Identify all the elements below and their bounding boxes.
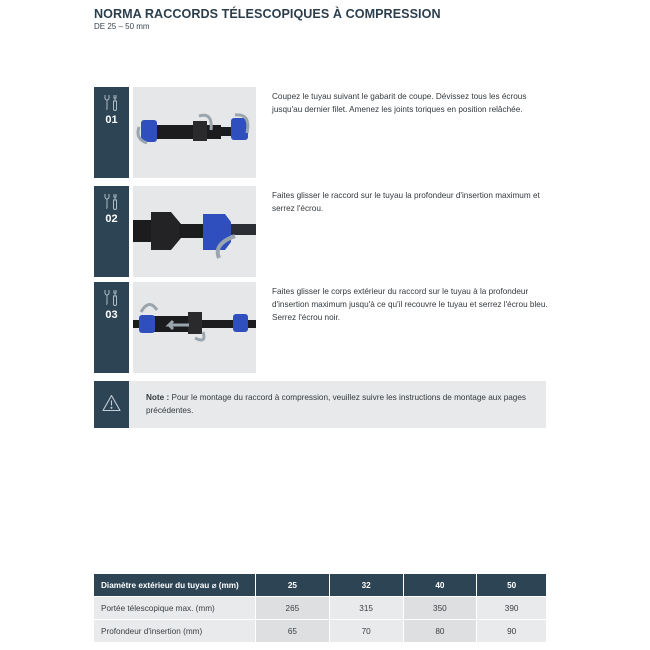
note-badge [94,381,129,428]
table-cell: 70 [330,619,404,642]
row-label: Portée télescopique max. (mm) [94,596,256,619]
step-2 [94,186,546,277]
table-cell: 390 [477,596,546,619]
tools-icon [103,289,120,306]
spec-table [94,574,546,642]
table-cell: 265 [256,596,330,619]
note-body: Pour le montage du raccord à compression, veuillez suivre les instructions de montage aux pages précédentes. [146,393,527,415]
warning-icon [102,394,121,412]
table-cell: 65 [256,619,330,642]
step-3 [94,282,546,373]
header-cell: 32 [330,574,404,596]
page-subtitle: DE 25 – 50 mm [94,22,150,31]
step-text: Faites glisser le corps extérieur du raccord sur le tuyau à la profondeur d'insertion maximum jusqu'à ce qu'il recouvre le tuyau et serrez l'écrou bleu. Serrez l'écrou noir. [272,287,548,322]
tools-icon [103,193,120,210]
row-label: Profondeur d'insertion (mm) [94,619,256,642]
step-number: 02 [105,213,118,225]
step-badge [94,282,129,373]
step-image [133,186,256,277]
table-row [94,596,546,619]
step-badge [94,186,129,277]
note-text [146,391,538,417]
step-1 [94,87,546,178]
header-cell: 50 [477,574,546,596]
table-cell: 350 [404,596,478,619]
step-text: Faites glisser le raccord sur le tuyau la profondeur d'insertion maximum et serrez l'écrou. [272,191,540,213]
table-cell: 80 [404,619,478,642]
header-cell: Diamètre extérieur du tuyau ⌀ (mm) [94,574,256,596]
step-image [133,282,256,373]
step-text: Coupez le tuyau suivant le gabarit de coupe. Dévissez tous les écrous jusqu'au dernier filet. Amenez les joints toriques en position relâchée. [272,92,527,114]
table-header-row [94,574,546,596]
header-cell: 25 [256,574,330,596]
table-cell: 315 [330,596,404,619]
step-number: 01 [105,114,118,126]
step-number: 03 [105,309,118,321]
table-cell: 90 [477,619,546,642]
tools-icon [103,94,120,111]
page-title: NORMA RACCORDS TÉLESCOPIQUES À COMPRESSION [94,7,441,21]
header-cell: 40 [404,574,478,596]
table-row [94,619,546,642]
step-image [133,87,256,178]
note-label: Note : [146,393,170,402]
step-badge [94,87,129,178]
note-box [94,381,546,428]
